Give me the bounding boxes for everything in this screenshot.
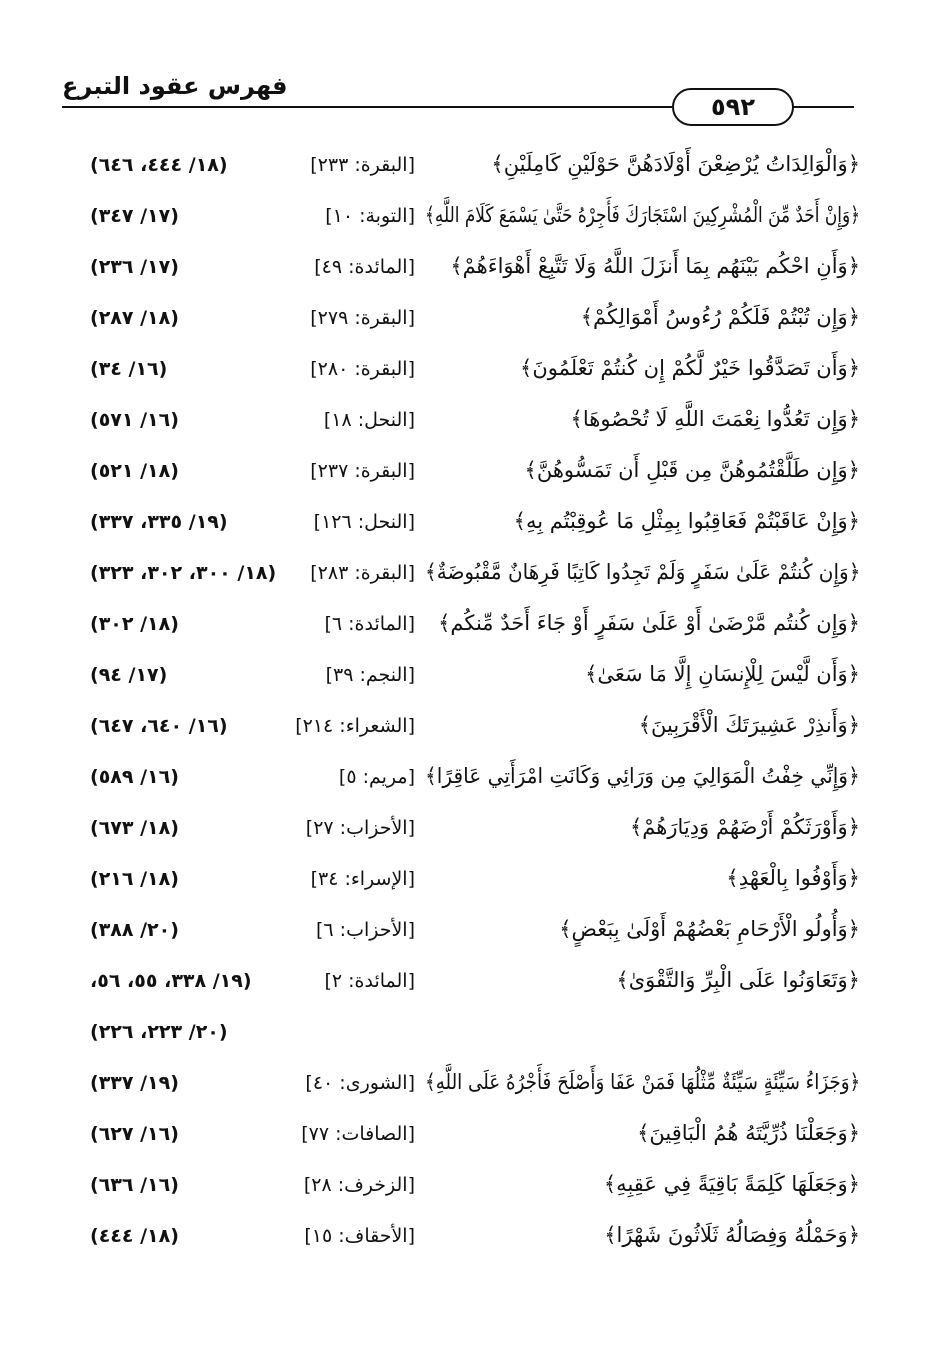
- header-rule-right: [792, 106, 854, 108]
- index-entry: [60, 1211, 860, 1262]
- index-entry: [60, 1058, 860, 1109]
- verse-text: ﴿وَالْوَالِدَاتُ يُرْضِعْنَ أَوْلَادَهُنَّ حَوْلَيْنِ كَامِلَيْنِ﴾: [491, 152, 860, 176]
- verse-text: ﴿وَإِن طَلَّقْتُمُوهُنَّ مِن قَبْلِ أَن تَمَسُّوهُنَّ﴾: [524, 458, 860, 482]
- volume-page-refs: (١٨/ ٥٢١): [90, 460, 179, 482]
- index-entry: [60, 191, 860, 242]
- volume-page-refs: (١٩/ ٣٣٨، ٥٥، ٥٦،: [90, 970, 252, 992]
- index-entry: [60, 140, 860, 191]
- header-rule: [62, 106, 672, 108]
- surah-reference: [الصافات: ٧٧]: [301, 1123, 415, 1145]
- surah-reference: [الإسراء: ٣٤]: [310, 868, 415, 890]
- verse-text: ﴿وَأَوْفُوا بِالْعَهْدِ﴾: [726, 866, 860, 890]
- surah-reference: [الزخرف: ٢٨]: [303, 1174, 415, 1196]
- page-number: ٥٩٢: [672, 88, 794, 126]
- volume-page-refs: (١٨/ ٦٧٣): [90, 817, 179, 839]
- verse-text: ﴿وَإِنِّي خِفْتُ الْمَوَالِيَ مِن وَرَائِي وَكَانَتِ امْرَأَتِي عَاقِرًا﴾: [425, 764, 860, 788]
- verse-text: ﴿وَأُولُو الْأَرْحَامِ بَعْضُهُمْ أَوْلَىٰ بِبَعْضٍ﴾: [559, 917, 860, 941]
- index-entry: [60, 395, 860, 446]
- volume-page-refs: (١٨/ ٢١٦): [90, 868, 179, 890]
- volume-page-refs: (١٨/ ٣٠٠، ٣٠٢، ٣٢٣): [90, 562, 277, 584]
- index-entry: [60, 701, 860, 752]
- surah-reference: [البقرة: ٢٨٣]: [310, 562, 415, 584]
- surah-reference: [البقرة: ٢٣٣]: [310, 154, 415, 176]
- surah-reference: [النجم: ٣٩]: [325, 664, 415, 686]
- verse-text: ﴿وَجَعَلْنَا ذُرِّيَّتَهُ هُمُ الْبَاقِينَ﴾: [637, 1121, 860, 1145]
- verse-text: ﴿وَأَنِ احْكُم بَيْنَهُم بِمَا أَنزَلَ اللَّهُ وَلَا تَتَّبِعْ أَهْوَاءَهُمْ﴾: [450, 254, 860, 278]
- volume-page-refs: (١٧/ ٢٣٦): [90, 256, 179, 278]
- volume-page-refs: (١٦/ ٣٤): [90, 358, 168, 380]
- page-header: [62, 66, 852, 121]
- verse-text: ﴿وَأَوْرَثَكُمْ أَرْضَهُمْ وَدِيَارَهُمْ﴾: [629, 815, 860, 839]
- surah-reference: [المائدة: ٦]: [324, 613, 415, 635]
- verse-text: ﴿وَأَنذِرْ عَشِيرَتَكَ الْأَقْرَبِينَ﴾: [638, 713, 860, 737]
- verse-text: ﴿وَتَعَاوَنُوا عَلَى الْبِرِّ وَالتَّقْوَىٰ﴾: [616, 968, 860, 992]
- surah-reference: [البقرة: ٢٣٧]: [310, 460, 415, 482]
- verse-text: ﴿وَإِن تَعُدُّوا نِعْمَتَ اللَّهِ لَا تُحْصُوهَا﴾: [570, 407, 860, 431]
- verse-text: ﴿وَأَن لَّيْسَ لِلْإِنسَانِ إِلَّا مَا سَعَىٰ﴾: [585, 662, 860, 686]
- volume-page-refs: (١٦/ ٦٤٠، ٦٤٧): [90, 715, 228, 737]
- verse-text: ﴿وَإِنْ عَاقَبْتُمْ فَعَاقِبُوا بِمِثْلِ مَا عُوقِبْتُم بِهِ﴾: [513, 509, 860, 533]
- index-entry: [60, 650, 860, 701]
- verse-text: ﴿وَإِن كُنتُم مَّرْضَىٰ أَوْ عَلَىٰ سَفَرٍ أَوْ جَاءَ أَحَدٌ مِّنكُم﴾: [438, 611, 860, 635]
- index-entry: [60, 752, 860, 803]
- index-entry: [60, 293, 860, 344]
- surah-reference: [البقرة: ٢٨٠]: [310, 358, 415, 380]
- verse-text: ﴿وَأَن تَصَدَّقُوا خَيْرٌ لَّكُمْ إِن كُنتُمْ تَعْلَمُونَ﴾: [520, 356, 860, 380]
- volume-page-refs: (١٦/ ٥٨٩): [90, 766, 179, 788]
- volume-page-refs: (٢٠/ ٣٨٨): [90, 919, 179, 941]
- verse-text: ﴿وَإِنْ أَحَدٌ مِّنَ الْمُشْرِكِينَ اسْتَجَارَكَ فَأَجِرْهُ حَتَّىٰ يَسْمَعَ كَلَامَ اللَّهِ﴾: [424, 203, 860, 227]
- index-entry: [60, 497, 860, 548]
- volume-page-refs: (١٩/ ٣٣٥، ٣٣٧): [90, 511, 228, 533]
- index-entry: [60, 1109, 860, 1160]
- index-entry: [60, 803, 860, 854]
- verse-text: ﴿وَإِن كُنتُمْ عَلَىٰ سَفَرٍ وَلَمْ تَجِدُوا كَاتِبًا فَرِهَانٌ مَّقْبُوضَةٌ﴾: [424, 560, 860, 584]
- verse-text: ﴿وَحَمْلُهُ وَفِصَالُهُ ثَلَاثُونَ شَهْرًا﴾: [604, 1223, 860, 1247]
- surah-reference: [النحل: ١٢٦]: [313, 511, 415, 533]
- surah-reference: [النحل: ١٨]: [323, 409, 415, 431]
- index-entry: [60, 242, 860, 293]
- surah-reference: [الشعراء: ٢١٤]: [295, 715, 415, 737]
- volume-page-refs-continued: (٢٠/ ٢٢٣، ٢٢٦): [90, 1021, 228, 1043]
- index-entry: [60, 599, 860, 650]
- index-entry: [60, 1160, 860, 1211]
- surah-reference: [الشورى: ٤٠]: [305, 1072, 415, 1094]
- volume-page-refs: (١٨/ ٤٤٤، ٦٤٦): [90, 154, 228, 176]
- index-entry: [60, 446, 860, 497]
- index-entry: [60, 854, 860, 905]
- volume-page-refs: (١٨/ ٣٠٢): [90, 613, 179, 635]
- volume-page-refs: (١٨/ ٤٤٤): [90, 1225, 179, 1247]
- volume-page-refs: (١٧/ ٣٤٧): [90, 205, 179, 227]
- surah-reference: [المائدة: ٢]: [324, 970, 415, 992]
- surah-reference: [الأحزاب: ٢٧]: [305, 817, 415, 839]
- index-entry: [60, 344, 860, 395]
- running-title: فهرس عقود التبرع: [62, 72, 288, 100]
- verse-index-list: [60, 140, 860, 1262]
- volume-page-refs: (١٨/ ٢٨٧): [90, 307, 179, 329]
- surah-reference: [المائدة: ٤٩]: [314, 256, 415, 278]
- index-entry: [60, 956, 860, 1058]
- surah-reference: [الأحزاب: ٦]: [315, 919, 415, 941]
- volume-page-refs: (١٩/ ٣٣٧): [90, 1072, 179, 1094]
- verse-text: ﴿وَإِن تُبْتُمْ فَلَكُمْ رُءُوسُ أَمْوَالِكُمْ﴾: [580, 305, 860, 329]
- surah-reference: [الأحقاف: ١٥]: [304, 1225, 415, 1247]
- surah-reference: [البقرة: ٢٧٩]: [310, 307, 415, 329]
- volume-page-refs: (١٦/ ٥٧١): [90, 409, 179, 431]
- volume-page-refs: (١٦/ ٦٢٧): [90, 1123, 179, 1145]
- verse-text: ﴿وَجَزَاءُ سَيِّئَةٍ سَيِّئَةٌ مِّثْلُهَا فَمَنْ عَفَا وَأَصْلَحَ فَأَجْرُهُ عَلَى اللَّهِ﴾: [424, 1070, 860, 1094]
- index-entry: [60, 905, 860, 956]
- surah-reference: [مريم: ٥]: [338, 766, 415, 788]
- index-entry: [60, 548, 860, 599]
- surah-reference: [التوبة: ١٠]: [325, 205, 415, 227]
- volume-page-refs: (١٧/ ٩٤): [90, 664, 168, 686]
- volume-page-refs: (١٦/ ٦٣٦): [90, 1174, 179, 1196]
- verse-text: ﴿وَجَعَلَهَا كَلِمَةً بَاقِيَةً فِي عَقِبِهِ﴾: [603, 1172, 860, 1196]
